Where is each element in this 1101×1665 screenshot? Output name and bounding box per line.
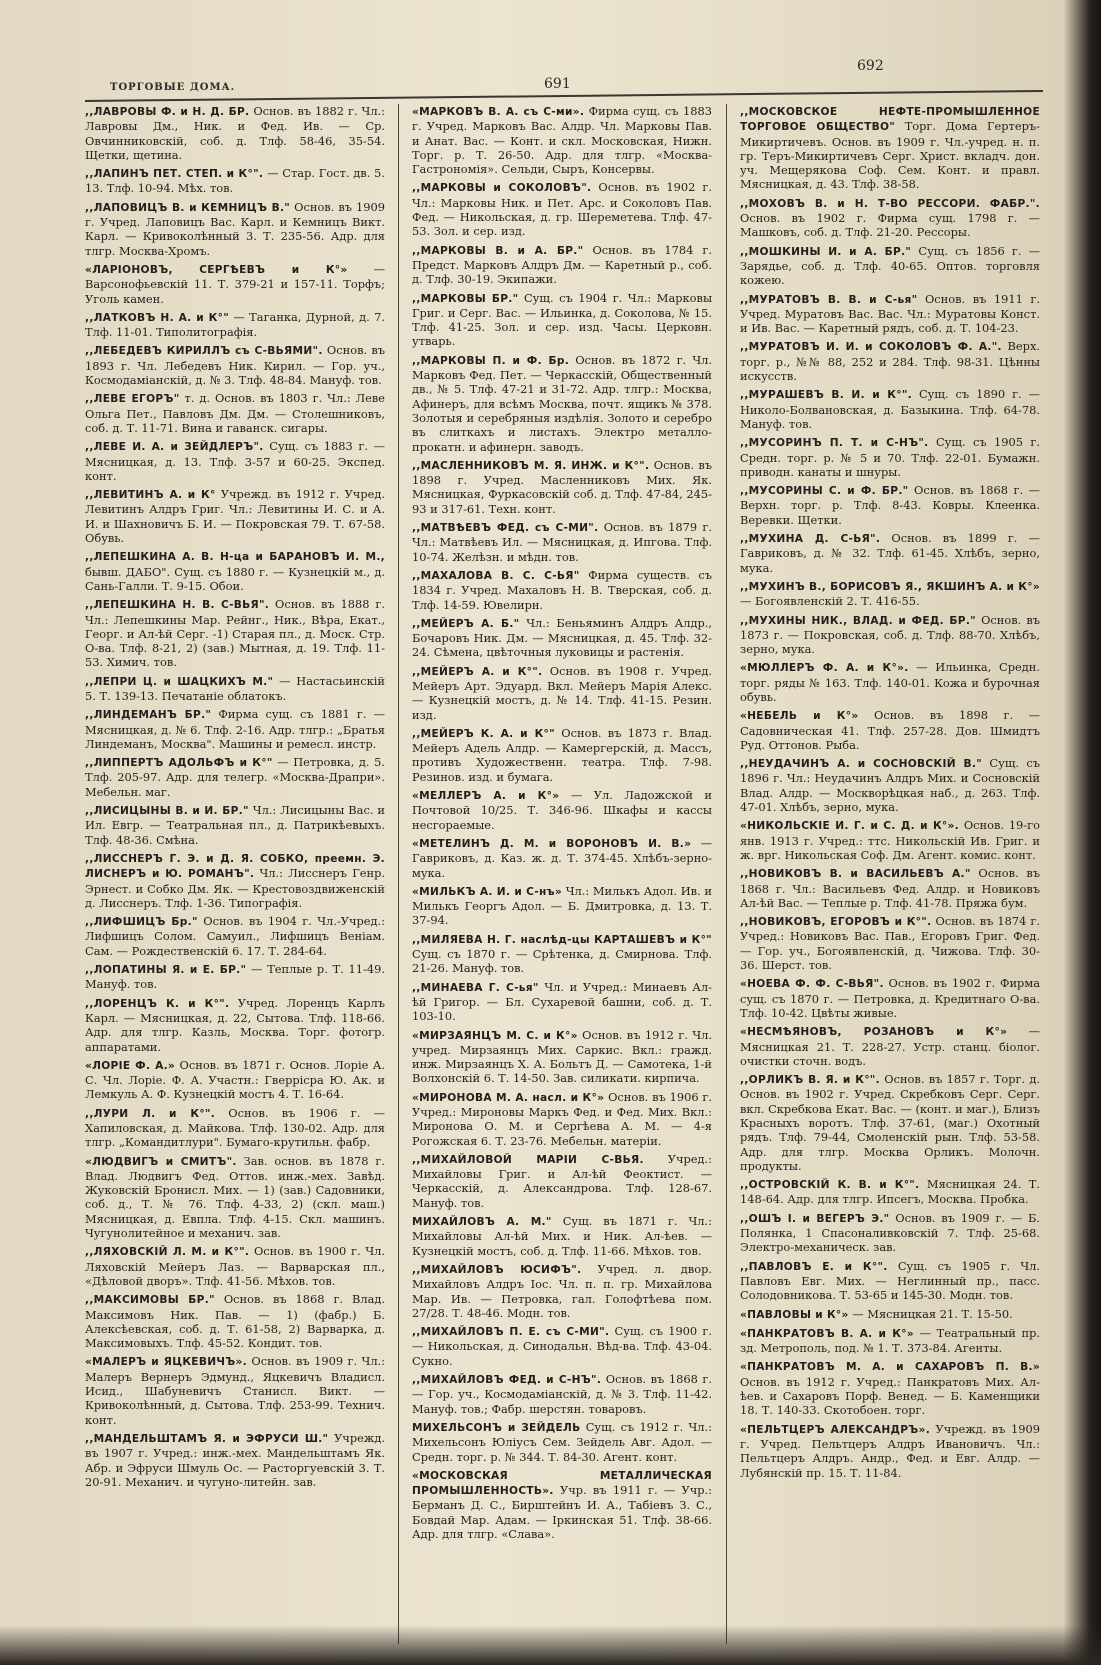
directory-entry: [740, 292, 1040, 336]
firm-name: ,,ЛУРИ Л. и К°".: [85, 1107, 216, 1120]
firm-name: ,,МУРАТОВЪ В. В. и С-ья": [740, 293, 918, 306]
entry-details: Чл.: Лисснеръ Генр. Эрнест. и Собко Дм. Як. — Крестовоздвиженскій д. Лисснеръ. Тлф. 1-36. Типографія.: [85, 866, 385, 910]
directory-entry: [412, 1324, 712, 1368]
directory-entry: [85, 439, 385, 483]
entry-details: Основ. въ 1900 г. Чл. Ляховскій Мейеръ Лаз. — Варварская пл., «Дѣловой дворъ». Тлф. 41-56. Мѣхов. тов.: [85, 1244, 385, 1288]
firm-name: ,,ОРЛИКЪ В. Я. и К°".: [740, 1074, 880, 1087]
directory-entry: [85, 1244, 385, 1288]
entry-details: Основ. въ 1902 г. Фирма сущ. съ 1870 г. — Петровка, д. Кредитнаго О-ва. Тлф. 10-42. Цвѣты живые.: [740, 976, 1040, 1020]
book-edge-shadow: [1063, 0, 1101, 1665]
entry-details: Чл.: Беньяминъ Алдръ Алдр., Бочаровъ Ник. Дм. — Мясницкая, д. 45. Тлф. 32-24. Сѣмена, цвѣточныя луковицы и растенія.: [412, 615, 712, 660]
directory-entry: [85, 1154, 385, 1241]
directory-entry: [85, 597, 385, 669]
directory-entry: [740, 613, 1040, 657]
firm-name: ,,ПАВЛОВЪ Е. и К°".: [740, 1260, 888, 1273]
directory-entry: [740, 818, 1040, 862]
firm-name: «ПАНКРАТОВЪ М. А. и САХАРОВЪ П. В.»: [740, 1361, 1040, 1374]
entry-details: — Теплые р. Т. 11-49. Мануф. тов.: [85, 962, 386, 992]
entry-details: Основ. въ 1906 г. Учред.: Мироновы Маркъ Фед. и Фед. Мих. Вкл.: Миронова О. М. и Сергѣева А. М. — 4-я Рогожская 6. Т. 23-76. Мебельн. матеріи.: [412, 1089, 712, 1148]
firm-name: ,,МУРАШЕВЪ В. И. и К°".: [740, 389, 912, 402]
directory-entry: [85, 1058, 385, 1102]
entry-details: — Гавриковъ, д. Каз. ж. д. Т. 374-45. Хлѣбъ-зерно-мука.: [412, 835, 712, 880]
directory-entry: [85, 487, 385, 545]
directory-entry: [85, 996, 385, 1054]
firm-name: ,,ЛЕВЕ ЕГОРЪ": [85, 393, 180, 406]
firm-name: ,,МАРКОВЫ БР.": [412, 292, 519, 305]
firm-name: ,,ЛИСИЦЫНЫ В. и И. БР.": [85, 805, 249, 818]
directory-entry: [85, 755, 385, 799]
firm-name: «МАРКОВЪ В. А. съ С-ми».: [412, 106, 585, 118]
column-divider: [398, 104, 399, 1644]
entry-details: — Мясницкая 21. Т. 15-50.: [852, 1306, 1013, 1321]
firm-name: ,,МУХИНА Д. С-ЬЯ".: [740, 533, 881, 546]
entry-details: Мясницкая 24. Т. 148-64. Адр. для тлгр. Ипсегъ, Москва. Пробка.: [740, 1177, 1040, 1207]
entry-details: Сущ. съ 1890 г. — Николо-Болвановская, д. Базыкина. Тлф. 64-78. Мануф. тов.: [740, 387, 1040, 431]
entry-details: Учрежд. въ 1909 г. Учред. Пельтцеръ Алдръ Ивановичъ. Чл.: Пельтцеръ Алдръ. Андр., Фед. и Евг. Алдр. — Лубянскій пр. 15. Т. 11-84.: [740, 1421, 1040, 1480]
firm-name: «МИРЗАЯНЦЪ М. С. и К°»: [412, 1029, 578, 1042]
firm-name: ,,НОВИКОВЪ В. и ВАСИЛЬЕВЪ А.": [740, 868, 971, 881]
directory-entry: [740, 756, 1040, 814]
firm-name: ,,ЛАПИНЪ ПЕТ. СТЕП. и К°".: [85, 168, 264, 181]
firm-name: ,,ЛАПОВИЦЪ В. и КЕМНИЦЪ В.": [85, 201, 291, 214]
entry-details: Учрежд. въ 1912 г. Учред. Левитинъ Алдръ Григ. Чл.: Левитины И. С. и А. И. и Шахновичъ Б. И. — Покровская 79. Т. 67-58. Обувь.: [85, 487, 386, 546]
firm-name: «ПАВЛОВЫ и К°»: [740, 1308, 849, 1321]
directory-entry: [740, 1326, 1040, 1356]
entry-details: Основ. въ 1873 г. — Покровская, соб. д. Тлф. 88-70. Хлѣбъ, зерно, мука.: [740, 612, 1041, 657]
directory-entry: [412, 291, 712, 349]
directory-entry: [85, 310, 385, 340]
firm-name: ,,МОСКОВСКОЕ НЕФТЕ-ПРОМЫШЛЕННОЕ ТОРГОВОЕ ОБЩЕСТВО": [740, 106, 1040, 134]
firm-name: ,,МИХАЙЛОВЪ ФЕД. и С-НЪ".: [412, 1374, 602, 1387]
directory-entry: [412, 104, 712, 176]
entry-details: Учред. л. двор. Михайловъ Алдръ Іос. Чл. п. п. гр. Михайлова Мар. Ив. — Петровка, гал. Голофтѣева пом. 27/28. Т. 48-46. Модн. тов.: [412, 1261, 712, 1320]
directory-entry: [740, 483, 1040, 527]
page-number-left: 691: [544, 76, 571, 92]
directory-entry: [85, 707, 385, 751]
directory-entry: [412, 616, 712, 660]
directory-entry: [412, 788, 712, 832]
firm-name: ,,МЕЙЕРЪ А. Б.": [412, 617, 520, 630]
entry-details: Учр. въ 1911 г. — Учр.: Берманъ Д. С., Бирштейнъ И. А., Табіевъ З. С., Бовдай Мар. Адам. — Іркинская 51. Тлф. 38-66. Адр. для тлгр. «Слава».: [412, 1483, 713, 1542]
firm-name: ,,МИХАЙЛОВОЙ МАРІИ С-ВЬЯ.: [412, 1153, 644, 1166]
page-number-right: 692: [857, 58, 884, 74]
section-title: ТОРГОВЫЕ ДОМА.: [110, 82, 236, 93]
firm-name: ,,МЕЙЕРЪ К. А. и К°": [412, 727, 555, 740]
directory-entry: [740, 339, 1040, 383]
entry-details: Сущ. съ 1905 г. Средн. торг. р. № 5 и 70. Тлф. 22-01. Бумажн. приводн. канаты и шнуры.: [740, 435, 1041, 479]
firm-name: ,,ЛЯХОВСКІЙ Л. М. и К°".: [85, 1246, 250, 1259]
firm-name: ,,МУСОРИНЫ С. и Ф. БР.": [740, 485, 909, 498]
directory-entry: [85, 962, 385, 992]
directory-entry: [85, 674, 385, 704]
directory-entry: [412, 932, 712, 976]
directory-entry: [412, 568, 712, 612]
entry-details: Основ. въ 1904 г. Чл.-Учред.: Лифшицъ Солом. Самуил., Лифшицъ Веніам. Сам. — Рождественскій 6. 17. Т. 284-64.: [85, 914, 386, 958]
directory-entry: [85, 166, 385, 196]
firm-name: «ЛЮДВИГЪ и СМИТЪ".: [85, 1155, 237, 1168]
entry-details: — Мясницкая 21. Т. 228-27. Устр. станц. біолог. очистки сточн. водъ.: [740, 1024, 1040, 1068]
directory-entry: [740, 196, 1040, 240]
directory-entry: [412, 1420, 712, 1464]
entry-details: Основ. въ 1879 г. Чл.: Матвѣевъ Ил. — Мясницкая, д. Ипгова. Тлф. 10-74. Желѣзн. и мѣдн. тов.: [412, 520, 712, 564]
directory-column-1: [85, 104, 385, 1493]
entry-details: Основ. въ 1871 г. Основ. Лоріе А. С. Чл. Лоріе. Ф. А. Участн.: Гверрісра Ю. Ак. и Лемкуль А. Ф. Кузнецкій мостъ 4. Т. 16-64.: [85, 1057, 385, 1102]
entry-details: Сущ. въ 1871 г. Чл.: Михайловы Ал-ѣй Мих. и Ник. Ал-ѣев. — Кузнецкій мостъ, соб. д. Тлф. 11-66. Мѣхов. тов.: [412, 1214, 712, 1258]
firm-name: «НИКОЛЬСКІЕ И. Г. и С. Д. и К°».: [740, 820, 959, 833]
entry-details: Сущ. съ 1900 г. — Никольская, д. Синодальн. Вѣд-ва. Тлф. 43-04. Сукно.: [412, 1324, 712, 1368]
directory-entry: [740, 1307, 1040, 1322]
entry-details: Основ. 19-го янв. 1913 г. Учред.: ттс. Никольскій Ив. Григ. и ж. врг. Никольская Соф. Дм. Агент. комис. конт.: [740, 818, 1040, 862]
firm-name: «МЮЛЛЕРЪ Ф. А. и К°».: [740, 662, 909, 675]
entry-details: Основ. въ 1868 г. — Верхн. торг. р. Тлф. 8-43. Ковры. Клеенка. Веревки. Щетки.: [740, 483, 1040, 527]
directory-entry: [412, 884, 712, 928]
firm-name: ,,МУХИНЪ В., БОРИСОВЪ Я., ЯКШИНЪ А. и К°»: [740, 580, 1040, 593]
directory-entry: [85, 262, 385, 306]
column-divider: [726, 104, 727, 1644]
entry-details: Основ. въ 1857 г. Торг. д. Основ. въ 1902 г. Учред. Скребковъ Серг. Серг. вкл. Скребкова Екат. Вас. — (конт. и маг.), Близъ Красныхъ воротъ. Тлф. 37-61, (маг.) Охотный рядъ. Тлф. 79-44, Смоленскій рын. Тлф. 53-58. Адр. для тлгр. Москва Орликъ. Молочн. продукты.: [740, 1072, 1040, 1173]
firm-name: ,,МУСОРИНЪ П. Т. и С-НЪ".: [740, 437, 929, 450]
entry-details: Основ. въ 1908 г. Учред. Мейеръ Арт. Эдуард. Вкл. Мейеръ Марія Алекс. — Кузнецкій мостъ, д. № 14. Тлф. 41-15. Резин. изд.: [412, 663, 712, 722]
entry-details: Основ. въ 1868 г. — Гор. уч., Космодаміанскій, д. № 3. Тлф. 11-42. Мануф. тов.; Фабр. шерстян. товаровъ.: [412, 1372, 713, 1416]
entry-details: Фирма сущ. съ 1883 г. Учред. Марковъ Вас. Алдр. Чл. Марковы Пав. и Анат. Вас. — Конт. и скл. Московская, Нижн. Торг. р. Т. 26-50. Адр. для тлгр. «Москва-Гастрономія». Сельди, Сыръ, Консервы.: [412, 104, 712, 177]
directory-entry: [740, 1024, 1040, 1068]
firm-name: ,,МАРКОВЫ В. и А. БР.": [412, 244, 584, 257]
directory-entry: [85, 1431, 385, 1489]
entry-details: — Петровка, д. 5. Тлф. 205-97. Адр. для телегр. «Москва-Драпри». Мебельн. маг.: [85, 755, 385, 799]
directory-entry: [412, 664, 712, 722]
entry-details: Основ. въ 1902 г. Фирма сущ. 1798 г. — Машковъ, соб. д. Тлф. 21-20. Рессоры.: [740, 211, 1040, 240]
directory-entry: [412, 1468, 712, 1541]
entry-details: Учред.: Михайловы Григ. и Ал-ѣй Феоктист. — Черкасскій, д. Александрова. Тлф. 128-67. Мануф. тов.: [412, 1151, 713, 1210]
firm-name: ,,МАКСИМОВЫ БР.": [85, 1294, 215, 1307]
firm-name: «НЕБЕЛЬ и К°»: [740, 710, 859, 723]
entry-details: Основ. въ 1873 г. Влад. Мейеръ Адель Алдр. — Камергерскій, д. Массъ, противъ Художественн. театра. Тлф. 7-98. Резинов. изд. и бумага.: [412, 725, 712, 784]
firm-name: ,,МУРАТОВЪ И. И. и СОКОЛОВЪ Ф. А.".: [740, 341, 1002, 354]
directory-entry: [412, 980, 712, 1024]
directory-entry: [740, 708, 1040, 752]
firm-name: «ЛАРІОНОВЪ, СЕРГѢЕВЪ и К°»: [85, 263, 348, 276]
entry-details: Основ. въ 1868 г. Чл.: Васильевъ Фед. Алдр. и Новиковъ Ал-ѣй Вас. — Теплые р. Тлф. 41-78. Пряжа бум.: [740, 866, 1040, 910]
directory-entry: [740, 1359, 1040, 1417]
firm-name: «МАЛЕРЪ и ЯЦКЕВИЧЪ».: [85, 1356, 247, 1369]
entry-details: Основ. въ 1893 г. Чл. Лебедевъ Ник. Кирил. — Гор. уч., Космодаміанскій, д. № 3. Тлф. 48-84. Мануф. тов.: [85, 343, 385, 388]
firm-name: «МИРОНОВА М. А. насл. и К°»: [412, 1091, 605, 1104]
directory-entry: [85, 803, 385, 847]
entry-details: Основ. въ 1882 г. Чл.: Лавровы Дм., Ник. и Фед. Ив. — Ср. Овчинниковскій, соб. д. Тлф. 58-46, 35-54. Щетки, щетина.: [85, 104, 386, 162]
entry-details: Чл. и Учред.: Минаевъ Ал-ѣй Григор. — Бл. Сухаревой башни, соб. д. Т. 103-10.: [412, 979, 712, 1024]
directory-entry: [412, 836, 712, 880]
firm-name: «МЕТЕЛИНЪ Д. М. и ВОРОНОВЪ И. В.»: [412, 837, 692, 850]
entry-details: Основ. въ 1874 г. Учред.: Новиковъ Вас. Пав., Егоровъ Григ. Фед. — Гор. уч., Богоявленскій, д. Чижова. Тлф. 30-36. Шерст. тов.: [740, 914, 1040, 973]
firm-name: ,,ЛАВРОВЫ Ф. и Н. Д. БР.: [85, 106, 250, 118]
entry-details: Сущ. съ 1870 г. — Срѣтенка, д. Смирнова. Тлф. 21-26. Мануф. тов.: [412, 947, 712, 976]
entry-details: Основ. въ 1899 г. — Гавриковъ, д. № 32. Тлф. 61-45. Хлѣбъ, зерно, мука.: [740, 531, 1040, 575]
firm-name: ,,ЛАТКОВЪ Н. А. и К°": [85, 311, 230, 324]
directory-entry: [740, 1211, 1040, 1255]
directory-entry: [412, 243, 712, 287]
directory-entry: [85, 343, 385, 387]
directory-entry: [412, 1262, 712, 1320]
directory-entry: [412, 1090, 712, 1148]
directory-entry: [412, 353, 712, 454]
directory-column-3: [740, 104, 1040, 1484]
firm-name: ,,ЛОПАТИНЫ Я. и Е. БР.": [85, 964, 247, 977]
firm-name: «НОЕВА Ф. Ф. С-ВЬЯ".: [740, 978, 884, 991]
firm-name: ,,МАСЛЕННИКОВЪ М. Я. ИНЖ. и К°".: [412, 459, 650, 472]
firm-name: ,,МАРКОВЫ П. и Ф. Бр.: [412, 354, 570, 367]
directory-entry: [740, 579, 1040, 609]
entry-details: Основ. въ 1902 г. Чл.: Марковы Ник. и Пет. Арс. и Соколовъ Пав. Фед. — Никольская, д. гр. Шереметева. Тлф. 47-53. Зол. и сер. изд.: [412, 180, 712, 239]
firm-name: ,,ЛЕВИТИНЪ А. и К°: [85, 489, 216, 502]
directory-entry: [85, 914, 385, 958]
entry-details: Основ. въ 1909 г. — Б. Полянка, 1 Спасоналивковскій 7. Тлф. 25-68. Электро-механическ. зав.: [740, 1210, 1040, 1255]
directory-entry: [85, 104, 385, 162]
entry-details: Сущ. съ 1912 г. Чл.: Михельсонъ Юліусъ Сем. Зейдель Авг. Адол. — Средн. торг. р. № 344. Т. 84-30. Агент. конт.: [412, 1419, 712, 1464]
entry-details: Основ. въ 1912 г. Учред.: Панкратовъ Мих. Ал-ѣев. и Сахаровъ Порф. Венед. — Б. Каменщики 18. Т. 140-33. Скотобоен. торг.: [740, 1374, 1040, 1418]
firm-name: ,,НЕУДАЧИНЪ А. и СОСНОВСКІЙ В.": [740, 758, 983, 771]
directory-entry: [412, 458, 712, 516]
entry-details: Торг. Дома Гертеръ-Микиртичевъ. Основ. въ 1909 г. Чл.-учред. н. п. гр. Теръ-Микиртичевъ Серг. Христ. вкладч. дон. уч. Мещерякова Соф. Сем. Конт. и правл. Мясницкая, д. 43. Тлф. 38-58.: [740, 119, 1040, 192]
firm-name: ,,МИХАЙЛОВЪ ЮСИФЪ".: [412, 1263, 582, 1276]
firm-name: ,,ЛЕПЕШКИНА Н. В. С-ВЬЯ".: [85, 599, 270, 612]
entry-details: Основ. въ 1909 г. Чл.: Малеръ Вернеръ Эдмунд., Яцкевичъ Владисл. Исид., Шабуневичъ Станисл. Викт. — Кривоколѣнный, д. Сытова. Тлф. 253-99. Технич. конт.: [85, 1354, 386, 1427]
firm-name: «ЛОРІЕ Ф. А.»: [85, 1059, 176, 1072]
firm-name: «МЕЛЛЕРЪ А. и К°»: [412, 790, 560, 803]
directory-entry: [740, 1422, 1040, 1480]
entry-details: Чл.: Лисицыны Вас. и Ил. Евгр. — Театральная пл., д. Патрикѣевыхъ. Тлф. 48-36. Смѣна.: [85, 803, 386, 847]
entry-details: — Ул. Ладожской и Почтовой 10/25. Т. 346-96. Шкафы и кассы несгораемые.: [412, 788, 712, 832]
firm-name: «МИЛЬКЪ А. И. и С-нъ»: [412, 885, 562, 898]
entry-details: Сущ. съ 1904 г. Чл.: Марковы Григ. и Серг. Вас. — Ильинка, д. Соколова, № 15. Тлф. 41-25. Зол. и сер. изд. Часы. Церковн. утварь.: [412, 290, 713, 349]
entry-details: Основ. въ 1911 г. Учред. Муратовъ Вас. Вас. Чл.: Муратовы Конст. и Ив. Вас. — Каретный рядъ, соб. д. Т. 104-23.: [740, 291, 1040, 336]
directory-entry: [740, 387, 1040, 431]
firm-name: «ПАНКРАТОВЪ В. А. и К°»: [740, 1327, 914, 1340]
firm-name: ,,МИНАЕВА Г. С-ья": [412, 981, 539, 994]
directory-column-2: [412, 104, 712, 1545]
entry-details: Основ. въ 1872 г. Чл. Марковъ Фед. Пет. — Черкасскій, Общественный дв., № 5. Тлф. 47-21 и 31-72. Адр. тлгр.: Москва, Афинеръ, для всѣмъ Москва, почт. ящикъ № 378. Золотыя и серебряныя издѣлія. Золото и серебро въ слиткахъ и листахъ. Электро металло-прокатн. и афинерн. заводъ.: [412, 352, 712, 454]
firm-name: ,,ЛЕБЕДЕВЪ КИРИЛЛЪ съ С-ВЬЯМИ".: [85, 345, 323, 358]
directory-entry: [85, 391, 385, 435]
firm-name: МИХАЙЛОВЪ А. М.": [412, 1216, 552, 1229]
firm-name: ,,МАРКОВЫ и СОКОЛОВЪ".: [412, 182, 592, 195]
directory-entry: [740, 244, 1040, 288]
entry-details: Сущ. съ 1896 г. Чл.: Неудачинъ Алдръ Мих. и Сосновскій Влад. Алдр. — Москворѣцкая наб., д. 263. Тлф. 47-01. Хлѣбъ, зерно, мука.: [740, 756, 1040, 815]
directory-entry: [740, 1259, 1040, 1303]
firm-name: ,,ЛЕВЕ И. А. и ЗЕЙДЛЕРЪ".: [85, 441, 264, 454]
directory-entry: [740, 866, 1040, 910]
directory-entry: [85, 1292, 385, 1350]
firm-name: ,,МОХОВЪ В. и Н. Т-ВО РЕССОРИ. ФАБР.".: [740, 197, 1040, 210]
directory-entry: [740, 976, 1040, 1020]
entry-details: Сущ. съ 1856 г. — Зарядье, соб. д. Тлф. 40-65. Оптов. торговля кожею.: [740, 243, 1040, 288]
directory-entry: [412, 1214, 712, 1258]
directory-entry: [85, 549, 385, 593]
firm-name: ,,ЛЕПЕШКИНА А. В. Н-ца и БАРАНОВЪ И. М.,: [85, 551, 385, 564]
entry-details: Основ. въ 1888 г. Чл.: Лепешкины Мар. Рейнг., Ник., Вѣра, Екат., Георг. и Ал-ѣй Серг. -1) Старая пл., д. Моск. Стр. О-ва. Тлф. 8-21, 2) (зав.) Мытная, д. 19. Тлф. 11-53. Химич. тов.: [85, 597, 385, 670]
directory-entry: [412, 180, 712, 238]
entry-details: — Таганка, Дурной, д. 7. Тлф. 11-01. Типолитографія.: [85, 309, 385, 340]
directory-entry: [412, 1152, 712, 1210]
directory-entry: [412, 1372, 712, 1416]
entry-details: Основ. въ 1784 г. Предст. Марковъ Алдръ Дм. — Каретный р., соб. д. Тлф. 30-19. Экипажи.: [412, 242, 712, 287]
directory-entry: [740, 104, 1040, 192]
entry-details: Основ. въ 1898 г. Учред. Масленниковъ Мих. Як. Мясницкая, Фуркасовскій соб. д. Тлф. 47-84, 245-93 и 317-61. Техн. конт.: [412, 457, 713, 516]
directory-entry: [85, 851, 385, 910]
entry-details: Чл.: Милькъ Адол. Ив. и Милькъ Георгъ Адол. — Б. Дмитровка, д. 13. Т. 37-94.: [412, 883, 712, 928]
firm-name: ,,ЛЕПРИ Ц. и ШАЦКИХЪ М.": [85, 675, 274, 688]
directory-entry: [740, 531, 1040, 575]
firm-name: ,,МУХИНЫ НИК., ВЛАД. и ФЕД. БР.": [740, 614, 976, 627]
entry-details: Основ. въ 1906 г. — Хапиловская, д. Майкова. Тлф. 130-02. Адр. для тлгр. „Командитлури". Бумаго-крутильн. фабр.: [85, 1105, 386, 1150]
entry-details: Зав. основ. въ 1878 г. Влад. Людвигъ Фед. Оттов. инж.-мех. Завѣд. Жуковскій Бронисл. Мих. — 1) (зав.) Садовники, соб. д., Т. № 76. Тлф. 4-33, 2) (скл. маш.) Мясницкая, д. Евпла. Тлф. 4-15. Скл. машинъ. Чугунолитейное и механич. зав.: [85, 1153, 385, 1241]
firm-name: ,,МОШКИНЫ И. и А. БР.": [740, 245, 912, 258]
firm-name: ,,ЛИССНЕРЪ Г. Э. и Д. Я. СОБКО, преемн. Э. ЛИСНЕРЪ и Ю. РОМАНЪ".: [85, 852, 385, 881]
entry-details: Фирма сущ. съ 1881 г. — Мясницкая, д. № 6. Тлф. 2-16. Адр. тлгр.: „Братья Линдеманъ, Москва". Машины и ремесл. инстр.: [85, 707, 385, 751]
firm-name: «НЕСМѢЯНОВЪ, РОЗАНОВЪ и К°»: [740, 1026, 1008, 1039]
entry-details: Основ. въ 1868 г. Влад. Максимовъ Ник. Пав. — 1) (фабр.) Б. Алексѣевская, соб. д. Т. 61-58, 2) Варварка, д. Максимовыхъ. Тлф. 45-52. Кондит. тов.: [85, 1292, 386, 1351]
firm-name: «ПЕЛЬТЦЕРЪ АЛЕКСАНДРЪ».: [740, 1423, 931, 1436]
entry-details: бывш. ДАБО". Сущ. съ 1880 г. — Кузнецкій м., д. Сань-Галли. Т. 9-15. Обои.: [85, 564, 385, 593]
directory-entry: [412, 1028, 712, 1086]
firm-name: ,,ЛИНДЕМАНЪ БР.": [85, 709, 212, 722]
entry-details: Верх. торг. р., №№ 88, 252 и 284. Тлф. 98-31. Цѣнны искусств.: [740, 339, 1040, 384]
directory-entry: [412, 520, 712, 564]
entry-details: — Варсонофьевскій 11. Т. 379-21 и 157-11. Торфъ; Уголь камен.: [85, 261, 385, 306]
directory-entry: [740, 435, 1040, 479]
directory-entry: [412, 726, 712, 784]
directory-entry: [740, 1072, 1040, 1173]
directory-entry: [740, 660, 1040, 704]
entry-details: — Настасьинскій 5. Т. 139-13. Печатаніе облатокъ.: [85, 673, 385, 703]
book-bottom-shadow: [0, 1625, 1101, 1665]
firm-name: ,,МАТВѢЕВЪ ФЕД. съ С-МИ".: [412, 522, 599, 535]
firm-name: ,,МИХАЙЛОВЪ П. Е. съ С-МИ".: [412, 1326, 610, 1339]
firm-name: МИХЕЛЬСОНЪ и ЗЕЙДЕЛЬ: [412, 1421, 581, 1434]
directory-entry: [85, 1106, 385, 1150]
entry-details: т. д. Основ. въ 1803 г. Чл.: Леве Ольга Пет., Павловъ Дм. Дм. — Столешниковъ, соб. д. Т. 11-71. Вина и гаванск. сигары.: [85, 391, 385, 435]
firm-name: ,,МАХАЛОВА В. С. С-ЬЯ": [412, 569, 580, 582]
entry-details: — Богоявленскій 2. Т. 416-55.: [740, 594, 920, 609]
directory-entry: [740, 1177, 1040, 1207]
entry-details: Основ. въ 1912 г. Чл. учред. Мирзаянцъ Мих. Саркис. Вкл.: гражд. инж. Мирзаянцъ Х. А. Больтъ Д. — Самотека, 1-й Волхонскій 6. Т. 14-50. Зав. силикати. кирпича.: [412, 1027, 712, 1086]
entry-details: Основ. въ 1898 г. — Садовническая 41. Тлф. 257-28. Дов. Шмидтъ Руд. Оттонов. Рыба.: [740, 708, 1040, 752]
firm-name: ,,ЛИФШИЦЪ Бр.": [85, 916, 198, 929]
firm-name: ,,МАНДЕЛЬШТАМЪ Я. и ЭФРУСИ Ш.": [85, 1432, 329, 1445]
firm-name: ,,МЕЙЕРЪ А. и К°".: [412, 665, 543, 678]
directory-entry: [85, 200, 385, 258]
entry-details: Фирма существ. съ 1834 г. Учред. Махаловъ Н. В. Тверская, соб. д. Тлф. 14-59. Ювелирн.: [412, 567, 713, 612]
firm-name: «МОСКОВСКАЯ МЕТАЛЛИЧЕСКАЯ ПРОМЫШЛЕННОСТЬ».: [412, 1469, 712, 1498]
directory-entry: [740, 914, 1040, 972]
firm-name: ,,ЛИППЕРТЪ АДОЛЬФЪ и К°": [85, 757, 273, 770]
firm-name: ,,НОВИКОВЪ, ЕГОРОВЪ и К°".: [740, 916, 932, 929]
entry-details: Учред. Лоренцъ Карлъ Карл. — Мясницкая, д. 22, Сытова. Тлф. 118-66. Адр. для тлгр. Казль, Москва. Торг. фотогр. аппаратами.: [85, 995, 385, 1054]
firm-name: ,,ЛОРЕНЦЪ К. и К°".: [85, 997, 230, 1010]
entry-details: — Ильинка, Средн. торг. ряды № 163. Тлф. 140-01. Кожа и бурочная обувь.: [740, 660, 1040, 704]
entry-details: Сущ. съ 1883 г. — Мясницкая, д. 13. Тлф. 3-57 и 60-25. Экспед. конт.: [85, 439, 385, 483]
directory-entry: [85, 1354, 385, 1426]
entry-details: — Стар. Гост. дв. 5. 13. Тлф. 10-94. Мѣх. тов.: [85, 166, 385, 196]
firm-name: ,,ОШЪ І. и ВЕГЕРЪ Э.": [740, 1212, 890, 1225]
entry-details: Основ. въ 1909 г. Учред. Лаповицъ Вас. Карл. и Кемницъ Викт. Карл. — Кривоколѣнный 3. Т. 235-56. Адр. для тлгр. Москва-Хромъ.: [85, 199, 385, 258]
firm-name: ,,ОСТРОВСКІЙ К. В. и К°".: [740, 1179, 920, 1192]
entry-details: Учрежд. въ 1907 г. Учред.: инж.-мех. Мандельштамъ Як. Абр. и Эфруси Шмуль Ос. — Расторгуевскій 3. Т. 20-91. Механич. и чугуно-литейн. зав.: [85, 1430, 385, 1489]
entry-details: Сущ. съ 1905 г. Чл. Павловъ Евг. Мих. — Неглинный пр., пасс. Солодовникова. Т. 53-65 и 145-30. Модн. тов.: [740, 1258, 1041, 1303]
firm-name: ,,МИЛЯЕВА Н. Г. наслѣд-цы КАРТАШЕВЪ и К°": [412, 933, 712, 946]
entry-details: — Театральный пр. зд. Метрополь, под. № 1. Т. 373-84. Агенты.: [740, 1325, 1040, 1356]
